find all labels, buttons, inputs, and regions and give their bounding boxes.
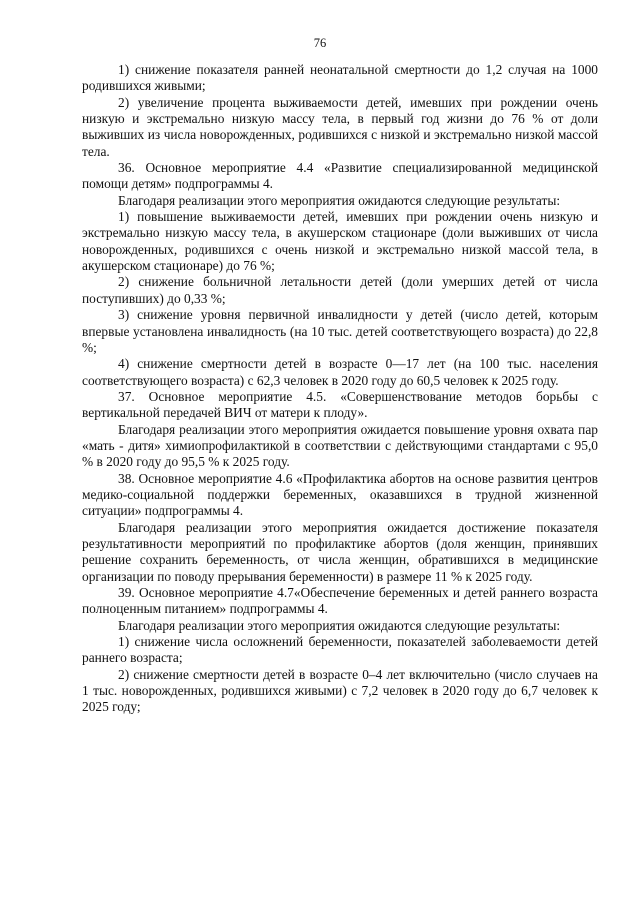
paragraph-measure-4-7: 39. Основное мероприятие 4.7«Обеспечение беременных и детей раннего возраста полноценным питанием» подпрограммы 4. bbox=[82, 585, 598, 617]
page-number: 76 bbox=[313, 36, 327, 50]
paragraph-result-under-five-mortality: 2) снижение смертности детей в возрасте 0–4 лет включительно (число случаев на 1 тыс. новорожденных, родившихся живыми) с 7,2 человек в 2020 году до 6,7 человек к 2025 году; bbox=[82, 666, 598, 715]
paragraph-neonatal-mortality: 1) снижение показателя ранней неонатальной смертности до 1,2 случая на 1000 родившихся живыми; bbox=[82, 62, 598, 94]
paragraph-result-survival: 1) повышение выживаемости детей, имевших при рождении очень низкую и экстремально низкую массу тела, в акушерском стационаре (доли выживших от числа новорожденных, родившихся с очень низкой и экстремально низкой массой тела, в акушерском стационаре) до 76 %; bbox=[82, 209, 598, 274]
paragraph-measure-4-4: 36. Основное мероприятие 4.4 «Развитие специализированной медицинской помощи детям» подпрограммы 4. bbox=[82, 160, 598, 192]
paragraph-expected-results-4-7: Благодаря реализации этого мероприятия ожидаются следующие результаты: bbox=[118, 617, 561, 633]
paragraph-result-complications: 1) снижение числа осложнений беременности, показателей заболеваемости детей раннего возраста; bbox=[82, 634, 598, 666]
paragraph-expected-results-4-5: Благодаря реализации этого мероприятия ожидается повышение уровня охвата пар «мать - дитя» химиопрофилактикой в соответствии с действующими стандартами с 95,0 % в 2020 году до 95,5 % к 2025 году. bbox=[82, 421, 598, 470]
paragraph-measure-4-6: 38. Основное мероприятие 4.6 «Профилактика абортов на основе развития центров медико-социальной поддержки беременных, оказавшихся в трудной жизненной ситуации» подпрограммы 4. bbox=[82, 470, 598, 519]
paragraph-expected-results-4-4: Благодаря реализации этого мероприятия ожидаются следующие результаты: bbox=[118, 192, 561, 208]
paragraph-survival-low-weight: 2) увеличение процента выживаемости детей, имевших при рождении очень низкую и экстремально низкую массу тела, в первый год жизни до 76 % от доли выживших из числа новорожденных, родившихся с низкой и экстремально низкой массой тела. bbox=[82, 94, 598, 159]
paragraph-result-child-mortality: 4) снижение смертности детей в возрасте 0—17 лет (на 100 тыс. населения соответствующего возраста) с 62,3 человек в 2020 году до 60,5 человек к 2025 году. bbox=[82, 356, 598, 388]
paragraph-result-hospital-lethality: 2) снижение больничной летальности детей (доли умерших детей от числа поступивших) до 0,33 %; bbox=[82, 274, 598, 306]
paragraph-measure-4-5: 37. Основное мероприятие 4.5. «Совершенствование методов борьбы с вертикальной передачей ВИЧ от матери к плоду». bbox=[82, 388, 598, 421]
body-text bbox=[82, 62, 598, 716]
paragraph-result-disability: 3) снижение уровня первичной инвалидности у детей (число детей, которым впервые установлена инвалидность (на 10 тыс. детей соответствующего возраста) до 22,8 %; bbox=[82, 307, 598, 355]
paragraph-expected-results-4-6: Благодаря реализации этого мероприятия ожидается достижение показателя результативности мероприятий по профилактике абортов (доля женщин, принявших решение сохранить беременность, от числа женщин, обратившихся в медицинские организации по поводу прерывания беременности) в размере 11 % к 2025 году. bbox=[82, 519, 598, 584]
